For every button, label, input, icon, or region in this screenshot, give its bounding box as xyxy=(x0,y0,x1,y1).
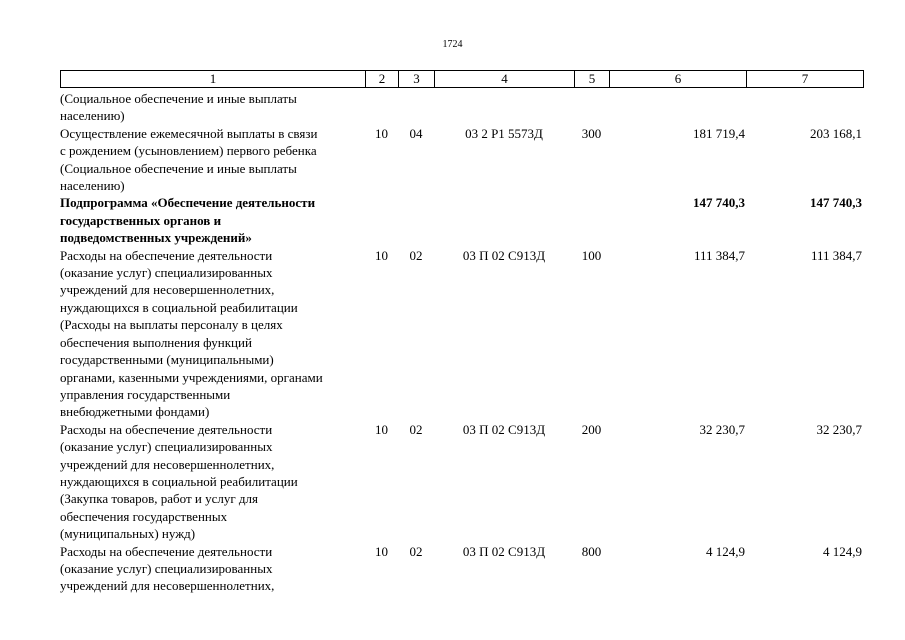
subsection-code: 02 xyxy=(409,421,423,437)
row-name-line: органами, казенными учреждениями, органами xyxy=(60,369,323,385)
row-name xyxy=(60,194,365,246)
target-article-code: 03 П 02 С913Д xyxy=(462,247,546,263)
row-name-line: нуждающихся в социальной реабилитации xyxy=(60,299,298,315)
table-row xyxy=(60,247,863,421)
row-name-line: подведомственных учреждений» xyxy=(60,230,252,246)
row-name-line: Осуществление ежемесячной выплаты в связи xyxy=(60,125,318,141)
subsection-code: 02 xyxy=(409,543,423,559)
row-name-line: населению) xyxy=(60,178,125,194)
row-name xyxy=(60,421,365,543)
column-header-row xyxy=(61,71,864,88)
target-article-code: 03 2 P1 5573Д xyxy=(465,125,543,141)
row-name-line: населению) xyxy=(60,108,125,124)
row-name xyxy=(60,247,365,421)
row-name-line: (Закупка товаров, работ и услуг для xyxy=(60,491,258,507)
row-name-line: Расходы на обеспечение деятельности xyxy=(60,421,273,437)
amount-col-6: 181 719,4 xyxy=(693,125,745,141)
expense-type-code: 200 xyxy=(581,421,602,437)
column-header-5: 5 xyxy=(575,71,610,88)
amount-col-6: 147 740,3 xyxy=(693,195,745,211)
row-name xyxy=(60,125,365,195)
row-name-line: (Расходы на выплаты персоналу в целях xyxy=(60,317,283,333)
table-row xyxy=(60,90,863,125)
row-name-line: Подпрограмма «Обеспечение деятельности xyxy=(60,195,316,211)
column-header-table xyxy=(60,70,864,88)
table-row xyxy=(60,194,863,246)
table-row xyxy=(60,543,863,595)
row-name-line: Расходы на обеспечение деятельности xyxy=(60,543,273,559)
row-name-line: (Социальное обеспечение и иные выплаты xyxy=(60,91,297,106)
table-row xyxy=(60,421,863,543)
section-code: 10 xyxy=(375,543,388,559)
amount-col-7: 203 168,1 xyxy=(810,125,862,141)
section-code: 10 xyxy=(375,421,388,437)
amount-col-6: 111 384,7 xyxy=(693,247,745,263)
row-name-line: учреждений для несовершеннолетних, xyxy=(60,456,275,472)
row-name-line: (оказание услуг) специализированных xyxy=(60,265,273,281)
amount-col-7: 147 740,3 xyxy=(810,195,862,211)
column-header-4: 4 xyxy=(435,71,575,88)
subsection-code: 04 xyxy=(409,125,423,141)
row-name-line: внебюджетными фондами) xyxy=(60,404,210,420)
amount-col-7: 32 230,7 xyxy=(816,421,862,437)
section-code: 10 xyxy=(375,125,388,141)
amount-col-7: 4 124,9 xyxy=(823,543,862,559)
subsection-code: 02 xyxy=(409,247,423,263)
column-header-6: 6 xyxy=(610,71,747,88)
row-name-line: Расходы на обеспечение деятельности xyxy=(60,247,273,263)
expense-type-code: 300 xyxy=(581,125,602,141)
budget-rows xyxy=(60,90,863,595)
column-header-2: 2 xyxy=(366,71,399,88)
row-name-line: учреждений для несовершеннолетних, xyxy=(60,282,275,298)
row-name-line: (оказание услуг) специализированных xyxy=(60,560,273,576)
section-code: 10 xyxy=(375,247,388,263)
row-name xyxy=(60,90,365,125)
target-article-code: 03 П 02 С913Д xyxy=(462,421,546,437)
row-name-line: государственных органов и xyxy=(60,212,222,228)
row-name-line: управления государственными xyxy=(60,386,231,402)
row-name-line: с рождением (усыновлением) первого ребенка xyxy=(60,143,317,159)
row-name-line: нуждающихся в социальной реабилитации xyxy=(60,473,298,489)
column-header-3: 3 xyxy=(399,71,435,88)
amount-col-7: 111 384,7 xyxy=(810,247,862,263)
column-header-1: 1 xyxy=(61,71,366,88)
row-name-line: (оказание услуг) специализированных xyxy=(60,439,273,455)
row-name-line: государственными (муниципальными) xyxy=(60,352,274,368)
page-number: 1724 xyxy=(442,39,463,50)
row-name-line: обеспечения выполнения функций xyxy=(60,334,252,350)
amount-col-6: 4 124,9 xyxy=(706,543,745,559)
table-row xyxy=(60,125,863,195)
expense-type-code: 800 xyxy=(581,543,602,559)
column-header-7: 7 xyxy=(747,71,864,88)
row-name-line: (муниципальных) нужд) xyxy=(60,526,196,542)
target-article-code: 03 П 02 С913Д xyxy=(462,543,546,559)
amount-col-6: 32 230,7 xyxy=(699,421,745,437)
row-name-line: обеспечения государственных xyxy=(60,508,228,524)
row-name-line: (Социальное обеспечение и иные выплаты xyxy=(60,160,297,176)
expense-type-code: 100 xyxy=(581,247,602,263)
row-name-line: учреждений для несовершеннолетних, xyxy=(60,578,275,594)
row-name xyxy=(60,543,365,595)
